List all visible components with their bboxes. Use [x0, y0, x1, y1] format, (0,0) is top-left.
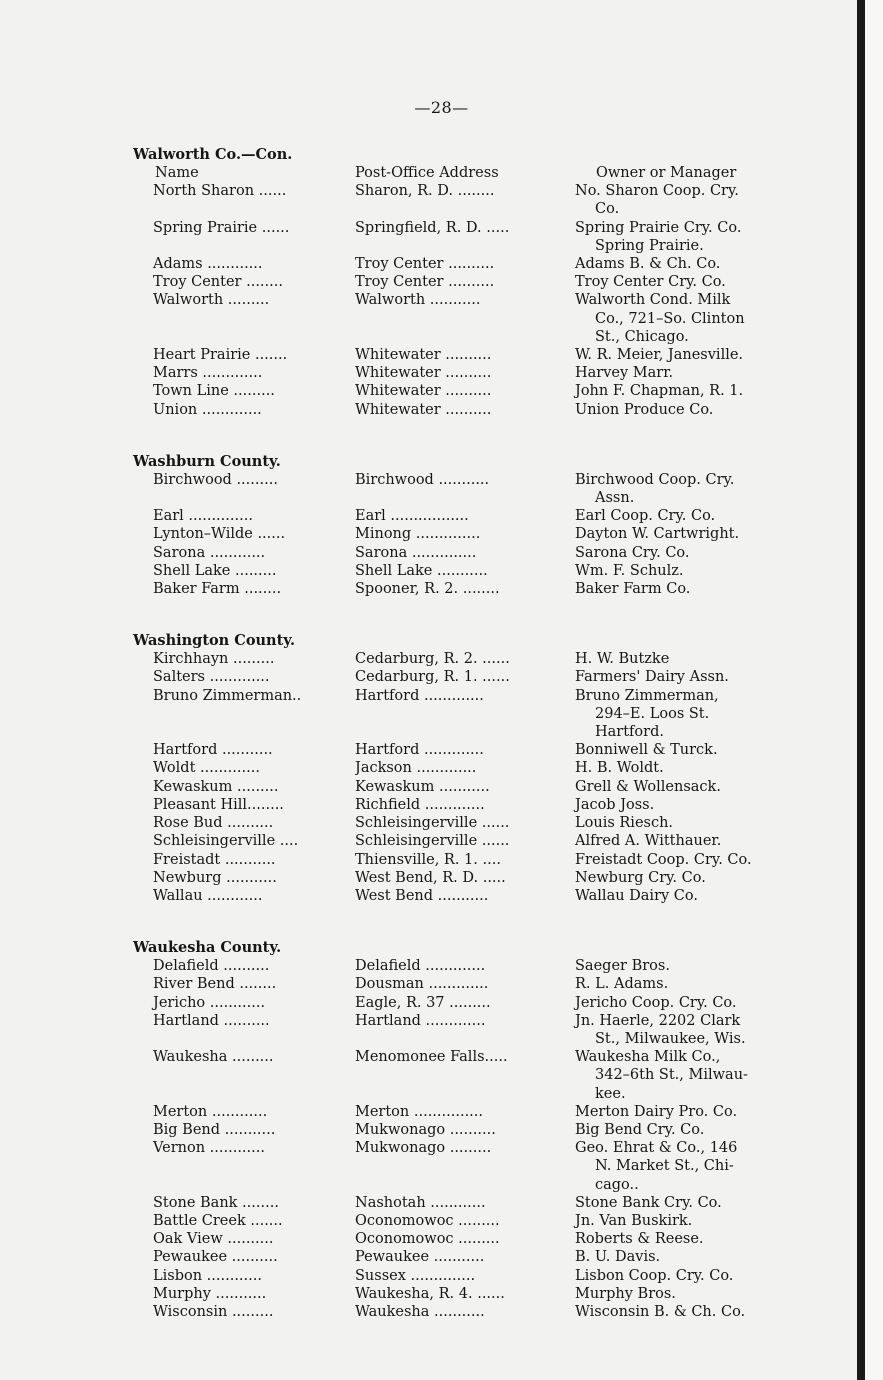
owner-line: W. R. Meier, Janesville. [575, 347, 744, 364]
owner-line: Assn. [595, 490, 635, 507]
factory-name: Waukesha ......... [153, 1049, 274, 1066]
owner-line: Murphy Bros. [575, 1285, 676, 1302]
owner-or-manager [575, 182, 800, 218]
owner-line: John F. Chapman, R. 1. [575, 383, 744, 400]
owner-or-manager [575, 1212, 800, 1230]
owner-or-manager [575, 364, 800, 382]
county-title: Walworth Co.—Con. [133, 146, 293, 163]
table-row [133, 1139, 813, 1194]
table-row [133, 382, 813, 400]
table-row [133, 580, 813, 598]
owner-or-manager [575, 869, 800, 887]
owner-or-manager [575, 562, 800, 580]
post-office-address: Thiensville, R. 1. .... [355, 851, 501, 868]
section-gap [133, 419, 813, 453]
table-row [133, 668, 813, 686]
owner-line: Jn. Haerle, 2202 Clark [575, 1012, 741, 1029]
table-row [133, 1012, 813, 1048]
post-office-address: Jackson ............. [355, 760, 477, 777]
owner-line: Big Bend Cry. Co. [575, 1121, 705, 1138]
post-office-address: Hartland ............. [355, 1012, 486, 1029]
owner-or-manager [575, 1248, 800, 1266]
owner-or-manager [575, 580, 800, 598]
owner-line: Spring Prairie. [595, 237, 704, 254]
factory-name: Big Bend ........... [153, 1121, 276, 1138]
owner-or-manager [575, 219, 800, 255]
factory-name: Union ............. [153, 401, 262, 418]
owner-or-manager [575, 832, 800, 850]
table-row [133, 1048, 813, 1103]
owner-line: Wallau Dairy Co. [575, 887, 698, 904]
owner-line: Saeger Bros. [575, 958, 670, 975]
table-row [133, 273, 813, 291]
factory-name: Lisbon ............ [153, 1267, 262, 1284]
owner-line: H. W. Butzke [575, 651, 670, 668]
table-row [133, 1303, 813, 1321]
post-office-address: West Bend ........... [355, 887, 489, 904]
factory-name: Freistadt ........... [153, 851, 276, 868]
post-office-address: Dousman ............. [355, 976, 489, 993]
post-office-address: Oconomowoc ......... [355, 1231, 500, 1248]
county-title: Waukesha County. [133, 939, 282, 957]
post-office-address: Springfield, R. D. ..... [355, 219, 510, 236]
owner-line: Birchwood Coop. Cry. [575, 471, 735, 488]
owner-line: Lisbon Coop. Cry. Co. [575, 1267, 734, 1284]
factory-name: Heart Prairie ....... [153, 347, 288, 364]
table-row [133, 182, 813, 218]
owner-or-manager [575, 975, 800, 993]
page-number: —28— [414, 98, 469, 117]
table-row [133, 525, 813, 543]
table-row [133, 219, 813, 255]
table-row [133, 759, 813, 777]
post-office-address: Richfield ............. [355, 796, 485, 813]
owner-line: Jacob Joss. [575, 796, 655, 813]
owner-line: R. L. Adams. [575, 976, 669, 993]
post-office-address: Sussex .............. [355, 1267, 476, 1284]
table-row [133, 796, 813, 814]
owner-line: Jericho Coop. Cry. Co. [575, 994, 737, 1011]
owner-or-manager [575, 525, 800, 543]
table-row [133, 1230, 813, 1248]
county-section [133, 146, 813, 419]
table-row [133, 255, 813, 273]
owner-or-manager [575, 796, 800, 814]
post-office-address: Whitewater .......... [355, 347, 492, 364]
factory-name: Oak View .......... [153, 1231, 274, 1248]
factory-name: Earl .............. [153, 508, 253, 525]
factory-name: Walworth ......... [153, 292, 270, 309]
owner-line: Earl Coop. Cry. Co. [575, 508, 716, 525]
factory-name: Adams ............ [153, 256, 263, 273]
owner-line: Co., 721–So. Clinton [595, 310, 745, 327]
owner-or-manager [575, 887, 800, 905]
owner-or-manager [575, 994, 800, 1012]
owner-line: Merton Dairy Pro. Co. [575, 1103, 738, 1120]
owner-line: No. Sharon Coop. Cry. [575, 183, 739, 200]
factory-name: Kirchhayn ......... [153, 651, 275, 668]
table-row [133, 544, 813, 562]
factory-name: Pleasant Hill........ [153, 796, 284, 813]
table-row [133, 346, 813, 364]
section-gap [133, 905, 813, 939]
factory-name: Birchwood ......... [153, 471, 278, 488]
owner-or-manager [575, 255, 800, 273]
table-row [133, 869, 813, 887]
factory-name: Hartford ........... [153, 742, 273, 759]
table-row [133, 507, 813, 525]
post-office-address: Eagle, R. 37 ......... [355, 994, 491, 1011]
owner-or-manager [575, 346, 800, 364]
post-office-address: Mukwonago .......... [355, 1121, 496, 1138]
post-office-address: Schleisingerville ...... [355, 815, 510, 832]
post-office-address: Nashotah ............ [355, 1194, 486, 1211]
owner-line: H. B. Woldt. [575, 760, 664, 777]
owner-line: St., Chicago. [595, 328, 689, 345]
post-office-address: Waukesha ........... [355, 1303, 485, 1320]
factory-name: Troy Center ........ [153, 274, 283, 291]
column-headers [133, 164, 813, 182]
post-office-address: Earl ................. [355, 508, 469, 525]
factory-name: Salters ............. [153, 669, 270, 686]
owner-or-manager [575, 1048, 800, 1103]
owner-line: Bonniwell & Turck. [575, 742, 718, 759]
factory-name: Pewaukee .......... [153, 1249, 278, 1266]
table-row [133, 687, 813, 742]
table-row [133, 1103, 813, 1121]
table-row [133, 994, 813, 1012]
owner-line: Hartford. [595, 724, 664, 741]
post-office-address: Cedarburg, R. 1. ...... [355, 669, 510, 686]
owner-or-manager [575, 1267, 800, 1285]
header-post-office: Post-Office Address [355, 165, 499, 181]
post-office-address: Spooner, R. 2. ........ [355, 581, 500, 598]
owner-line: Wisconsin B. & Ch. Co. [575, 1303, 746, 1320]
table-row [133, 364, 813, 382]
owner-or-manager [575, 1012, 800, 1048]
post-office-address: Sharon, R. D. ........ [355, 183, 495, 200]
post-office-address: Schleisingerville ...... [355, 833, 510, 850]
owner-line: Sarona Cry. Co. [575, 544, 690, 561]
owner-or-manager [575, 1121, 800, 1139]
owner-line: Co. [595, 201, 620, 218]
table-row [133, 778, 813, 796]
post-office-address: Troy Center .......... [355, 256, 495, 273]
owner-line: Troy Center Cry. Co. [575, 274, 726, 291]
owner-line: Union Produce Co. [575, 401, 714, 418]
owner-or-manager [575, 1285, 800, 1303]
factory-name: Hartland .......... [153, 1012, 270, 1029]
owner-or-manager [575, 650, 800, 668]
factory-name: River Bend ........ [153, 976, 277, 993]
post-office-address: Whitewater .......... [355, 365, 492, 382]
post-office-address: Hartford ............. [355, 742, 484, 759]
post-office-address: Hartford ............. [355, 687, 484, 704]
owner-or-manager [575, 741, 800, 759]
owner-line: Bruno Zimmerman, [575, 687, 719, 704]
factory-name: Stone Bank ........ [153, 1194, 279, 1211]
factory-name: Rose Bud .......... [153, 815, 274, 832]
owner-or-manager [575, 687, 800, 742]
owner-or-manager [575, 544, 800, 562]
owner-or-manager [575, 291, 800, 346]
factory-name: Wallau ............ [153, 887, 263, 904]
owner-line: cago.. [595, 1176, 639, 1193]
table-row [133, 887, 813, 905]
section-gap [133, 598, 813, 632]
table-row [133, 832, 813, 850]
post-office-address: Sarona .............. [355, 544, 477, 561]
factory-name: Lynton–Wilde ...... [153, 526, 286, 543]
factory-name: Baker Farm ........ [153, 581, 282, 598]
table-row [133, 401, 813, 419]
factory-name: Jericho ............ [153, 994, 266, 1011]
post-office-address: Birchwood ........... [355, 471, 490, 488]
owner-line: Adams B. & Ch. Co. [575, 256, 721, 273]
owner-line: kee. [595, 1085, 626, 1102]
owner-or-manager [575, 668, 800, 686]
owner-line: 342–6th St., Milwau- [595, 1067, 748, 1084]
owner-line: Dayton W. Cartwright. [575, 526, 740, 543]
table-row [133, 471, 813, 507]
factory-name: Murphy ........... [153, 1285, 267, 1302]
owner-line: St., Milwaukee, Wis. [595, 1030, 746, 1047]
table-row [133, 741, 813, 759]
post-office-address: Shell Lake ........... [355, 562, 488, 579]
owner-line: Stone Bank Cry. Co. [575, 1194, 722, 1211]
table-row [133, 814, 813, 832]
factory-name: Battle Creek ....... [153, 1212, 283, 1229]
post-office-address: Merton ............... [355, 1103, 484, 1120]
post-office-address: Delafield ............. [355, 958, 486, 975]
owner-or-manager [575, 1194, 800, 1212]
post-office-address: Walworth ........... [355, 292, 481, 309]
owner-line: Newburg Cry. Co. [575, 869, 706, 886]
header-owner: Owner or Manager [596, 165, 737, 181]
page-binding-edge [857, 0, 865, 1380]
factory-name: North Sharon ...... [153, 183, 287, 200]
post-office-address: Menomonee Falls..... [355, 1049, 508, 1066]
factory-name: Spring Prairie ...... [153, 219, 290, 236]
post-office-address: Mukwonago ......... [355, 1140, 492, 1157]
factory-name: Bruno Zimmerman.. [153, 687, 302, 704]
owner-or-manager [575, 957, 800, 975]
owner-or-manager [575, 471, 800, 507]
owner-line: Wm. F. Schulz. [575, 562, 684, 579]
factory-name: Kewaskum ......... [153, 778, 279, 795]
post-office-address: Oconomowoc ......... [355, 1212, 500, 1229]
owner-line: Baker Farm Co. [575, 581, 691, 598]
owner-or-manager [575, 778, 800, 796]
factory-name: Newburg ........... [153, 869, 277, 886]
owner-line: Waukesha Milk Co., [575, 1049, 721, 1066]
table-row [133, 650, 813, 668]
table-row [133, 291, 813, 346]
table-row [133, 851, 813, 869]
header-name: Name [155, 165, 199, 181]
owner-line: Alfred A. Witthauer. [575, 833, 722, 850]
owner-or-manager [575, 1230, 800, 1248]
owner-or-manager [575, 401, 800, 419]
owner-or-manager [575, 507, 800, 525]
owner-line: Louis Riesch. [575, 815, 674, 832]
county-section [133, 939, 813, 1321]
table-row [133, 957, 813, 975]
county-title: Washburn County. [133, 452, 281, 470]
owner-line: Freistadt Coop. Cry. Co. [575, 851, 752, 868]
directory-listing [133, 146, 813, 1321]
factory-name: Woldt ............. [153, 760, 260, 777]
table-row [133, 1285, 813, 1303]
post-office-address: Minong .............. [355, 526, 481, 543]
table-row [133, 1121, 813, 1139]
table-row [133, 1267, 813, 1285]
factory-name: Schleisingerville .... [153, 833, 299, 850]
factory-name: Merton ............ [153, 1103, 268, 1120]
post-office-address: Troy Center .......... [355, 274, 495, 291]
page-margin-edge [865, 0, 883, 1380]
owner-line: Roberts & Reese. [575, 1231, 704, 1248]
table-row [133, 1212, 813, 1230]
table-row [133, 1194, 813, 1212]
post-office-address: Whitewater .......... [355, 401, 492, 418]
factory-name: Sarona ............ [153, 544, 266, 561]
post-office-address: Kewaskum ........... [355, 778, 490, 795]
post-office-address: Waukesha, R. 4. ...... [355, 1285, 505, 1302]
factory-name: Town Line ......... [153, 383, 275, 400]
owner-line: Farmers' Dairy Assn. [575, 669, 729, 686]
owner-or-manager [575, 1103, 800, 1121]
owner-line: Harvey Marr. [575, 365, 674, 382]
table-row [133, 975, 813, 993]
table-row [133, 562, 813, 580]
owner-or-manager [575, 851, 800, 869]
county-section [133, 632, 813, 905]
owner-line: Spring Prairie Cry. Co. [575, 219, 742, 236]
post-office-address: Whitewater .......... [355, 383, 492, 400]
post-office-address: West Bend, R. D. ..... [355, 869, 506, 886]
owner-line: N. Market St., Chi- [595, 1158, 734, 1175]
owner-line: B. U. Davis. [575, 1249, 661, 1266]
factory-name: Vernon ............ [153, 1140, 265, 1157]
owner-line: Grell & Wollensack. [575, 778, 721, 795]
owner-or-manager [575, 759, 800, 777]
owner-or-manager [575, 273, 800, 291]
owner-line: Geo. Ehrat & Co., 146 [575, 1140, 738, 1157]
owner-or-manager [575, 1303, 800, 1321]
owner-or-manager [575, 1139, 800, 1194]
factory-name: Delafield .......... [153, 958, 270, 975]
owner-line: Jn. Van Buskirk. [575, 1212, 693, 1229]
owner-or-manager [575, 814, 800, 832]
post-office-address: Cedarburg, R. 2. ...... [355, 651, 510, 668]
factory-name: Shell Lake ......... [153, 562, 277, 579]
factory-name: Wisconsin ......... [153, 1303, 274, 1320]
county-title: Washington County. [133, 632, 296, 650]
owner-or-manager [575, 382, 800, 400]
factory-name: Marrs ............. [153, 365, 263, 382]
owner-line: 294–E. Loos St. [595, 705, 710, 722]
owner-line: Walworth Cond. Milk [575, 292, 731, 309]
county-section [133, 453, 813, 598]
post-office-address: Pewaukee ........... [355, 1249, 485, 1266]
table-row [133, 1248, 813, 1266]
